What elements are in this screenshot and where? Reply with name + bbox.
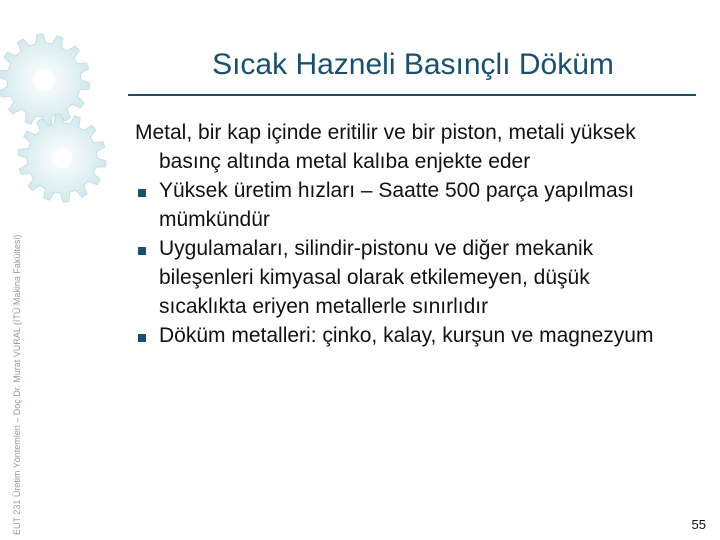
page-number: 55 — [691, 517, 706, 532]
title-divider — [128, 94, 696, 96]
side-caption: EUT 231 Üretim Yöntemleri – Doç.Dr. Murat VURAL (İTÜ Makina Fakültesi) — [12, 234, 22, 535]
slide-title: Sıcak Hazneli Basınçlı Döküm — [212, 48, 614, 81]
bullet-text: Yüksek üretim hızları – Saatte 500 parça yapılması mümkündür — [159, 179, 635, 231]
slide-body — [135, 118, 680, 350]
square-bullet-icon — [138, 247, 146, 255]
gear-icon — [0, 34, 90, 126]
bullet-item — [135, 176, 680, 234]
square-bullet-icon — [138, 189, 146, 197]
intro-text: Metal, bir kap içinde eritilir ve bir piston, metali yüksek basınç altında metal kalıba enjekte eder — [135, 121, 636, 173]
gear-icon — [18, 114, 106, 202]
bullet-text: Döküm metalleri: çinko, kalay, kurşun ve magnezyum — [159, 324, 654, 347]
bullet-text: Uygulamaları, silindir-pistonu ve diğer mekanik bileşenleri kimyasal olarak etkilemeyen, düşük sıcaklıkta eriyen metallerle sınırlıdır — [159, 237, 594, 318]
bullet-item — [135, 234, 680, 321]
square-bullet-icon — [138, 334, 146, 342]
bullet-item — [135, 321, 680, 350]
